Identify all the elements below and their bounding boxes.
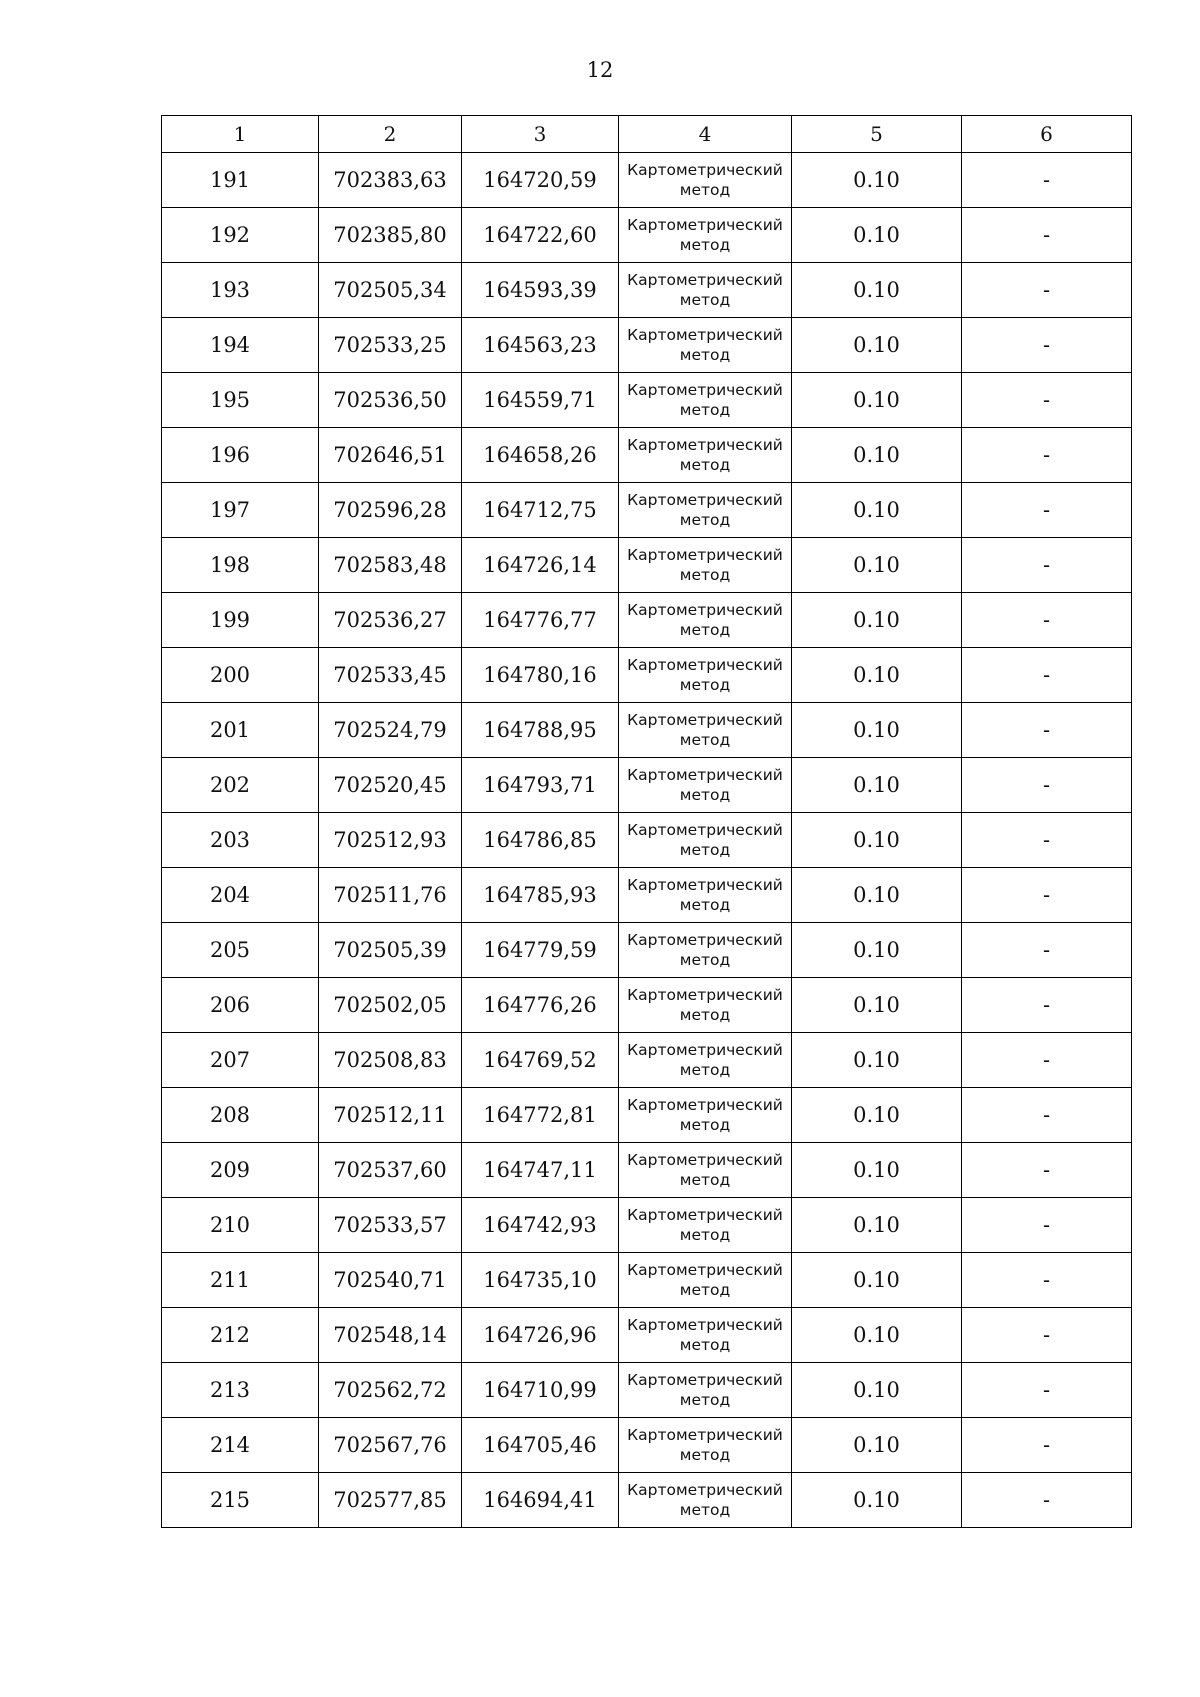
x-coordinate-cell: 702536,50: [319, 373, 462, 428]
method-line-1: Картометрический: [627, 216, 783, 234]
x-coordinate-cell: 702548,14: [319, 1308, 462, 1363]
note-cell: -: [962, 1033, 1132, 1088]
y-coordinate-cell: 164779,59: [462, 923, 619, 978]
table-row: [162, 1033, 1132, 1088]
column-header: 3: [462, 116, 619, 153]
page-number: 12: [586, 58, 614, 82]
y-coordinate-cell: 164705,46: [462, 1418, 619, 1473]
method-cell: [619, 868, 792, 923]
note-cell: -: [962, 703, 1132, 758]
point-number-cell: 202: [162, 758, 319, 813]
note-cell: -: [962, 153, 1132, 208]
point-number-cell: 200: [162, 648, 319, 703]
method-line-1: Картометрический: [627, 1206, 783, 1224]
method-line-1: Картометрический: [627, 931, 783, 949]
x-coordinate-cell: 702520,45: [319, 758, 462, 813]
y-coordinate-cell: 164788,95: [462, 703, 619, 758]
y-coordinate-cell: 164776,77: [462, 593, 619, 648]
table-row: [162, 923, 1132, 978]
method-cell: [619, 1033, 792, 1088]
x-coordinate-cell: 702596,28: [319, 483, 462, 538]
accuracy-cell: 0.10: [792, 428, 962, 483]
method-line-1: Картометрический: [627, 1371, 783, 1389]
point-number-cell: 206: [162, 978, 319, 1033]
method-line-2: метод: [679, 1006, 731, 1024]
x-coordinate-cell: 702533,25: [319, 318, 462, 373]
note-cell: -: [962, 978, 1132, 1033]
method-line-2: метод: [679, 1501, 731, 1519]
point-number-cell: 198: [162, 538, 319, 593]
method-line-1: Картометрический: [627, 326, 783, 344]
point-number-cell: 194: [162, 318, 319, 373]
method-line-2: метод: [679, 731, 731, 749]
column-header: 5: [792, 116, 962, 153]
note-cell: -: [962, 1418, 1132, 1473]
method-line-1: Картометрический: [627, 436, 783, 454]
point-number-cell: 205: [162, 923, 319, 978]
point-number-cell: 203: [162, 813, 319, 868]
method-line-2: метод: [679, 951, 731, 969]
note-cell: -: [962, 648, 1132, 703]
note-cell: -: [962, 1088, 1132, 1143]
method-line-1: Картометрический: [627, 546, 783, 564]
x-coordinate-cell: 702577,85: [319, 1473, 462, 1528]
method-cell: [619, 813, 792, 868]
table-row: [162, 373, 1132, 428]
method-cell: [619, 318, 792, 373]
method-cell: [619, 1363, 792, 1418]
point-number-cell: 211: [162, 1253, 319, 1308]
x-coordinate-cell: 702524,79: [319, 703, 462, 758]
method-line-2: метод: [679, 786, 731, 804]
y-coordinate-cell: 164593,39: [462, 263, 619, 318]
table-row: [162, 978, 1132, 1033]
method-line-1: Картометрический: [627, 656, 783, 674]
note-cell: -: [962, 483, 1132, 538]
table-row: [162, 1253, 1132, 1308]
point-number-cell: 201: [162, 703, 319, 758]
x-coordinate-cell: 702536,27: [319, 593, 462, 648]
method-line-1: Картометрический: [627, 711, 783, 729]
method-line-2: метод: [679, 1446, 731, 1464]
accuracy-cell: 0.10: [792, 813, 962, 868]
y-coordinate-cell: 164780,16: [462, 648, 619, 703]
method-line-1: Картометрический: [627, 821, 783, 839]
table-row: [162, 208, 1132, 263]
table-row: [162, 1418, 1132, 1473]
method-line-2: метод: [679, 566, 731, 584]
accuracy-cell: 0.10: [792, 318, 962, 373]
note-cell: -: [962, 923, 1132, 978]
note-cell: -: [962, 868, 1132, 923]
table-row: [162, 263, 1132, 318]
y-coordinate-cell: 164769,52: [462, 1033, 619, 1088]
accuracy-cell: 0.10: [792, 373, 962, 428]
method-cell: [619, 703, 792, 758]
point-number-cell: 197: [162, 483, 319, 538]
coordinates-table: [161, 115, 1132, 1528]
method-cell: [619, 923, 792, 978]
x-coordinate-cell: 702583,48: [319, 538, 462, 593]
table-row: [162, 1198, 1132, 1253]
y-coordinate-cell: 164559,71: [462, 373, 619, 428]
method-cell: [619, 593, 792, 648]
accuracy-cell: 0.10: [792, 1363, 962, 1418]
note-cell: -: [962, 538, 1132, 593]
y-coordinate-cell: 164786,85: [462, 813, 619, 868]
method-line-1: Картометрический: [627, 1316, 783, 1334]
method-line-2: метод: [679, 236, 731, 254]
y-coordinate-cell: 164710,99: [462, 1363, 619, 1418]
y-coordinate-cell: 164658,26: [462, 428, 619, 483]
accuracy-cell: 0.10: [792, 703, 962, 758]
x-coordinate-cell: 702533,57: [319, 1198, 462, 1253]
accuracy-cell: 0.10: [792, 1143, 962, 1198]
method-line-2: метод: [679, 181, 731, 199]
note-cell: -: [962, 758, 1132, 813]
method-cell: [619, 1253, 792, 1308]
method-cell: [619, 1088, 792, 1143]
method-cell: [619, 153, 792, 208]
point-number-cell: 192: [162, 208, 319, 263]
x-coordinate-cell: 702505,34: [319, 263, 462, 318]
accuracy-cell: 0.10: [792, 1473, 962, 1528]
x-coordinate-cell: 702646,51: [319, 428, 462, 483]
note-cell: -: [962, 1363, 1132, 1418]
table-row: [162, 813, 1132, 868]
accuracy-cell: 0.10: [792, 1088, 962, 1143]
column-header: 2: [319, 116, 462, 153]
table-row: [162, 1308, 1132, 1363]
point-number-cell: 214: [162, 1418, 319, 1473]
table-row: [162, 153, 1132, 208]
method-cell: [619, 758, 792, 813]
x-coordinate-cell: 702533,45: [319, 648, 462, 703]
accuracy-cell: 0.10: [792, 483, 962, 538]
table-header-row: [162, 116, 1132, 153]
point-number-cell: 199: [162, 593, 319, 648]
method-line-1: Картометрический: [627, 766, 783, 784]
y-coordinate-cell: 164726,96: [462, 1308, 619, 1363]
accuracy-cell: 0.10: [792, 758, 962, 813]
method-cell: [619, 1143, 792, 1198]
note-cell: -: [962, 318, 1132, 373]
point-number-cell: 193: [162, 263, 319, 318]
x-coordinate-cell: 702512,11: [319, 1088, 462, 1143]
note-cell: -: [962, 208, 1132, 263]
point-number-cell: 210: [162, 1198, 319, 1253]
note-cell: -: [962, 373, 1132, 428]
point-number-cell: 191: [162, 153, 319, 208]
note-cell: -: [962, 263, 1132, 318]
table-row: [162, 1088, 1132, 1143]
x-coordinate-cell: 702512,93: [319, 813, 462, 868]
note-cell: -: [962, 1473, 1132, 1528]
accuracy-cell: 0.10: [792, 923, 962, 978]
point-number-cell: 195: [162, 373, 319, 428]
method-cell: [619, 263, 792, 318]
method-cell: [619, 648, 792, 703]
point-number-cell: 215: [162, 1473, 319, 1528]
y-coordinate-cell: 164712,75: [462, 483, 619, 538]
method-line-2: метод: [679, 291, 731, 309]
table-row: [162, 483, 1132, 538]
method-line-1: Картометрический: [627, 601, 783, 619]
method-cell: [619, 428, 792, 483]
method-line-2: метод: [679, 401, 731, 419]
table-body: [162, 153, 1132, 1528]
accuracy-cell: 0.10: [792, 1033, 962, 1088]
accuracy-cell: 0.10: [792, 648, 962, 703]
method-line-1: Картометрический: [627, 161, 783, 179]
point-number-cell: 196: [162, 428, 319, 483]
point-number-cell: 208: [162, 1088, 319, 1143]
method-line-1: Картометрический: [627, 1261, 783, 1279]
x-coordinate-cell: 702508,83: [319, 1033, 462, 1088]
note-cell: -: [962, 1253, 1132, 1308]
method-line-1: Картометрический: [627, 271, 783, 289]
point-number-cell: 209: [162, 1143, 319, 1198]
method-line-2: метод: [679, 456, 731, 474]
y-coordinate-cell: 164735,10: [462, 1253, 619, 1308]
accuracy-cell: 0.10: [792, 208, 962, 263]
method-line-2: метод: [679, 841, 731, 859]
table-row: [162, 538, 1132, 593]
method-cell: [619, 1473, 792, 1528]
method-line-1: Картометрический: [627, 876, 783, 894]
method-line-2: метод: [679, 676, 731, 694]
point-number-cell: 213: [162, 1363, 319, 1418]
y-coordinate-cell: 164742,93: [462, 1198, 619, 1253]
method-cell: [619, 538, 792, 593]
x-coordinate-cell: 702502,05: [319, 978, 462, 1033]
column-header: 1: [162, 116, 319, 153]
point-number-cell: 207: [162, 1033, 319, 1088]
x-coordinate-cell: 702567,76: [319, 1418, 462, 1473]
table-row: [162, 1143, 1132, 1198]
table-row: [162, 593, 1132, 648]
y-coordinate-cell: 164722,60: [462, 208, 619, 263]
table-row: [162, 318, 1132, 373]
note-cell: -: [962, 593, 1132, 648]
accuracy-cell: 0.10: [792, 1308, 962, 1363]
method-line-1: Картометрический: [627, 1151, 783, 1169]
y-coordinate-cell: 164694,41: [462, 1473, 619, 1528]
point-number-cell: 212: [162, 1308, 319, 1363]
table-row: [162, 1473, 1132, 1528]
x-coordinate-cell: 702537,60: [319, 1143, 462, 1198]
method-cell: [619, 1308, 792, 1363]
method-line-2: метод: [679, 1391, 731, 1409]
y-coordinate-cell: 164563,23: [462, 318, 619, 373]
y-coordinate-cell: 164747,11: [462, 1143, 619, 1198]
table-row: [162, 868, 1132, 923]
x-coordinate-cell: 702505,39: [319, 923, 462, 978]
note-cell: -: [962, 428, 1132, 483]
note-cell: -: [962, 1143, 1132, 1198]
table-row: [162, 758, 1132, 813]
method-line-2: метод: [679, 1116, 731, 1134]
accuracy-cell: 0.10: [792, 153, 962, 208]
method-cell: [619, 373, 792, 428]
method-line-1: Картометрический: [627, 1481, 783, 1499]
method-cell: [619, 208, 792, 263]
method-line-2: метод: [679, 1171, 731, 1189]
table-row: [162, 648, 1132, 703]
method-line-1: Картометрический: [627, 491, 783, 509]
method-line-1: Картометрический: [627, 381, 783, 399]
method-cell: [619, 1418, 792, 1473]
method-line-1: Картометрический: [627, 1041, 783, 1059]
note-cell: -: [962, 1308, 1132, 1363]
method-line-2: метод: [679, 621, 731, 639]
method-line-1: Картометрический: [627, 986, 783, 1004]
column-header: 6: [962, 116, 1132, 153]
method-cell: [619, 978, 792, 1033]
method-line-2: метод: [679, 1336, 731, 1354]
method-line-1: Картометрический: [627, 1426, 783, 1444]
accuracy-cell: 0.10: [792, 1253, 962, 1308]
x-coordinate-cell: 702383,63: [319, 153, 462, 208]
method-line-2: метод: [679, 1061, 731, 1079]
x-coordinate-cell: 702562,72: [319, 1363, 462, 1418]
accuracy-cell: 0.10: [792, 263, 962, 318]
method-cell: [619, 483, 792, 538]
y-coordinate-cell: 164720,59: [462, 153, 619, 208]
accuracy-cell: 0.10: [792, 1418, 962, 1473]
method-line-2: метод: [679, 1226, 731, 1244]
accuracy-cell: 0.10: [792, 593, 962, 648]
method-line-1: Картометрический: [627, 1096, 783, 1114]
table-row: [162, 428, 1132, 483]
y-coordinate-cell: 164785,93: [462, 868, 619, 923]
method-cell: [619, 1198, 792, 1253]
y-coordinate-cell: 164776,26: [462, 978, 619, 1033]
accuracy-cell: 0.10: [792, 978, 962, 1033]
note-cell: -: [962, 813, 1132, 868]
accuracy-cell: 0.10: [792, 1198, 962, 1253]
method-line-2: метод: [679, 896, 731, 914]
y-coordinate-cell: 164726,14: [462, 538, 619, 593]
note-cell: -: [962, 1198, 1132, 1253]
column-header: 4: [619, 116, 792, 153]
y-coordinate-cell: 164793,71: [462, 758, 619, 813]
method-line-2: метод: [679, 1281, 731, 1299]
x-coordinate-cell: 702540,71: [319, 1253, 462, 1308]
point-number-cell: 204: [162, 868, 319, 923]
method-line-2: метод: [679, 511, 731, 529]
accuracy-cell: 0.10: [792, 868, 962, 923]
method-line-2: метод: [679, 346, 731, 364]
accuracy-cell: 0.10: [792, 538, 962, 593]
x-coordinate-cell: 702511,76: [319, 868, 462, 923]
table-row: [162, 703, 1132, 758]
y-coordinate-cell: 164772,81: [462, 1088, 619, 1143]
x-coordinate-cell: 702385,80: [319, 208, 462, 263]
table-row: [162, 1363, 1132, 1418]
